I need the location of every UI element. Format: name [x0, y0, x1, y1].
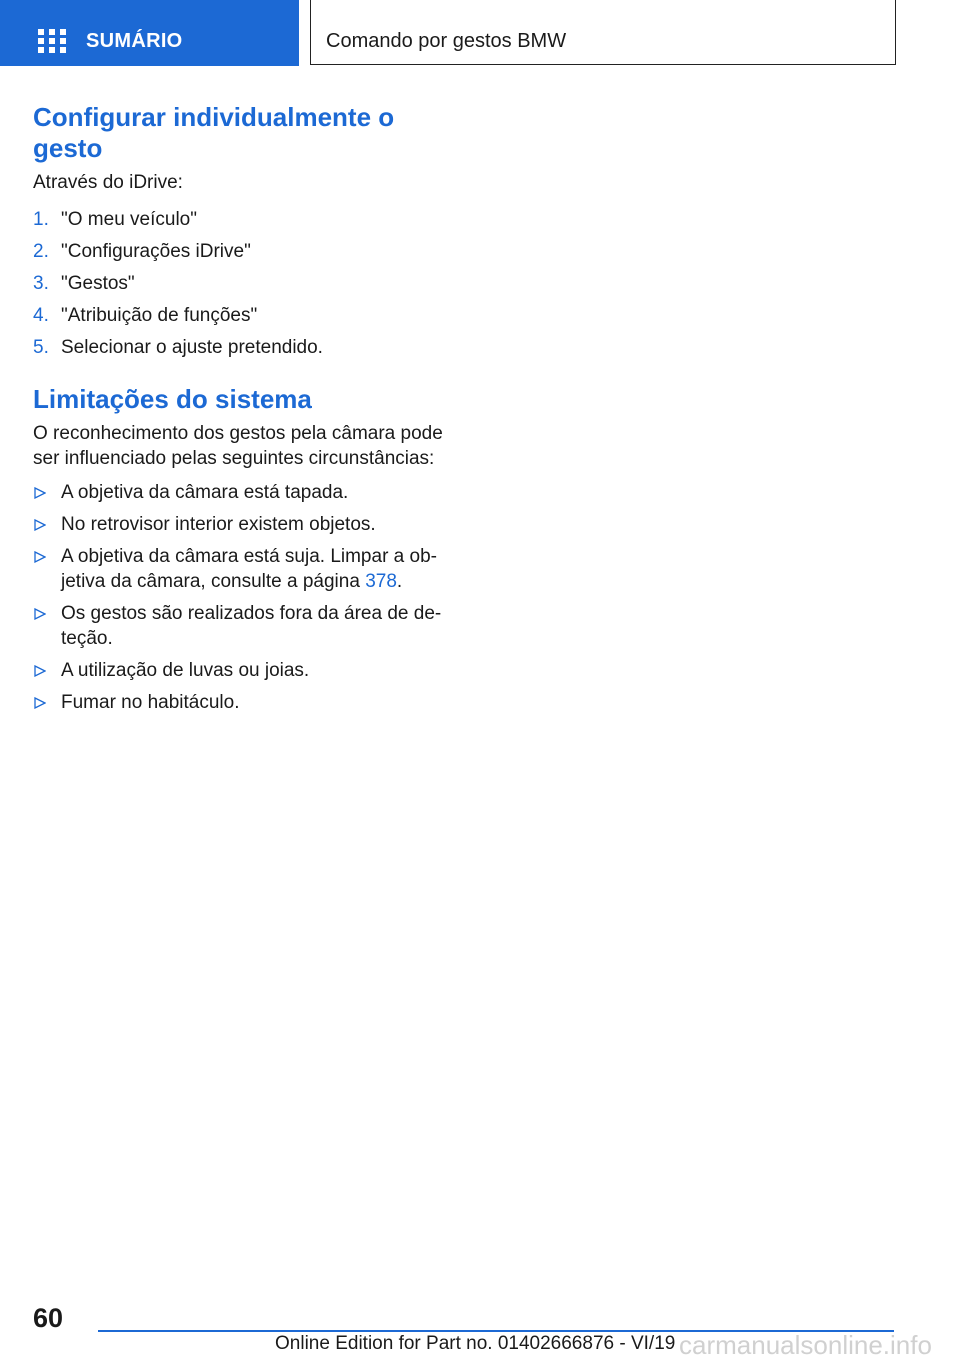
- list-item: [33, 601, 453, 651]
- main-content: [33, 102, 453, 722]
- steps-list: [33, 207, 453, 360]
- bullet-text: Fumar no habitáculo.: [61, 692, 240, 713]
- step-text: "O meu veículo": [61, 209, 197, 230]
- bullet-text: No retrovisor interior existem objetos.: [61, 514, 376, 535]
- intro-line-2: ser influenciado pelas seguintes circunstâncias:: [33, 448, 435, 469]
- step-number: 5.: [33, 337, 49, 358]
- limitations-list: [33, 480, 453, 715]
- grid-icon: [38, 29, 66, 53]
- list-item: [33, 207, 453, 232]
- list-item: [33, 271, 453, 296]
- bullet-text: A objetiva da câmara está suja. Limpar a ob‐: [61, 546, 437, 567]
- step-text: "Atribuição de funções": [61, 305, 258, 326]
- step-number: 3.: [33, 273, 49, 294]
- step-number: 2.: [33, 241, 49, 262]
- list-item: [33, 480, 453, 505]
- triangle-bullet-icon: [34, 487, 46, 499]
- step-number: 1.: [33, 209, 49, 230]
- step-text: "Configurações iDrive": [61, 241, 251, 262]
- triangle-bullet-icon: [34, 551, 46, 563]
- triangle-bullet-icon: [34, 665, 46, 677]
- step-text: Selecionar o ajuste pretendido.: [61, 337, 323, 358]
- limitations-intro: [33, 421, 453, 471]
- heading-line-1: Configurar individualmente o: [33, 102, 395, 132]
- step-text: "Gestos": [61, 273, 135, 294]
- edition-text: Online Edition for Part no. 01402666876 - VI/19: [275, 1333, 676, 1354]
- intro-text: Através do iDrive:: [33, 172, 183, 193]
- chapter-box: [310, 0, 896, 65]
- step-number: 4.: [33, 305, 49, 326]
- list-item: [33, 544, 453, 594]
- toc-button[interactable]: [0, 0, 299, 66]
- bullet-text: .: [396, 571, 403, 592]
- watermark: carmanualsonline.info: [679, 1330, 932, 1360]
- intro-line-1: O reconhecimento dos gestos pela câmara pode: [33, 423, 443, 444]
- triangle-bullet-icon: [34, 697, 46, 709]
- section-heading-limitations: Limitações do sistema: [33, 384, 312, 414]
- heading-line-2: gesto: [33, 133, 103, 163]
- bullet-text: teção.: [61, 628, 113, 649]
- list-item: [33, 239, 453, 264]
- bullet-text: jetiva da câmara, consulte a página: [61, 571, 366, 592]
- bullet-text: A objetiva da câmara está tapada.: [61, 482, 349, 503]
- list-item: [33, 658, 453, 683]
- list-item: [33, 335, 453, 360]
- section-heading-configure: [33, 102, 453, 164]
- bullet-text: A utilização de luvas ou joias.: [61, 660, 310, 681]
- triangle-bullet-icon: [34, 608, 46, 620]
- page-footer: [0, 1290, 960, 1362]
- list-item: [33, 303, 453, 328]
- page-header: [0, 0, 960, 66]
- bullet-text: Os gestos são realizados fora da área de de‐: [61, 603, 442, 624]
- list-item: [33, 512, 453, 537]
- toc-label: SUMÁRIO: [86, 30, 183, 52]
- page-link-378[interactable]: 378: [365, 571, 397, 592]
- list-item: [33, 690, 453, 715]
- chapter-title: Comando por gestos BMW: [326, 30, 567, 52]
- triangle-bullet-icon: [34, 519, 46, 531]
- page-number: 60: [33, 1303, 64, 1333]
